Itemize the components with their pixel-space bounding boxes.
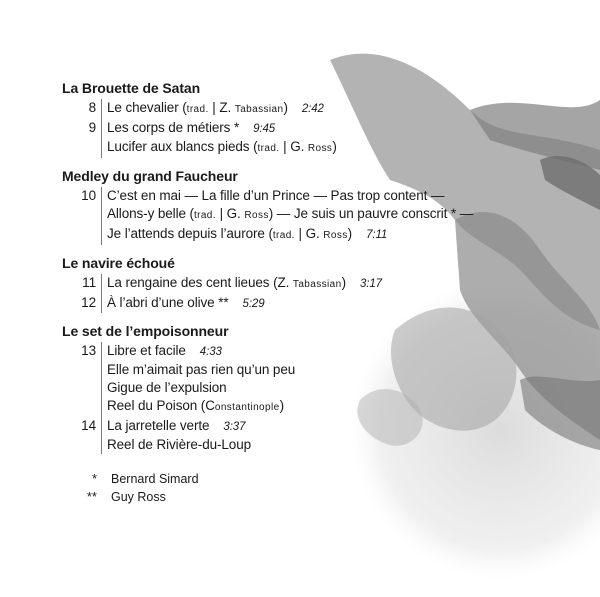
- track-duration: 3:37: [223, 421, 246, 433]
- close-paren: ): [347, 226, 353, 241]
- track-line: [107, 294, 265, 313]
- track-line: [107, 274, 382, 294]
- track-line: [107, 225, 473, 245]
- close-paren: ): [279, 398, 284, 413]
- track-body: [101, 294, 265, 313]
- credits-footnotes: [72, 470, 199, 506]
- track-10: [62, 187, 532, 245]
- track-9: [62, 119, 532, 158]
- track-line: [107, 99, 324, 119]
- track-text: La jarretelle verte: [107, 418, 210, 433]
- track-text: C’est en mai — La fille d’un Prince — Pas trop content —: [107, 188, 445, 203]
- separator-text: | Z.: [208, 100, 235, 115]
- track-text: À l’abri d’une olive **: [107, 295, 229, 310]
- section-brouette: [62, 79, 532, 158]
- track-line: [107, 436, 251, 454]
- track-body: [101, 342, 295, 417]
- track-number: 10: [81, 188, 96, 203]
- track-duration: 7:11: [366, 229, 388, 241]
- tradition-label: trad.: [272, 230, 295, 241]
- track-text: La rengaine des cent lieues (Z.: [107, 275, 293, 290]
- credit-name: Guy Ross: [111, 490, 166, 504]
- track-duration: 9:45: [253, 123, 276, 135]
- track-number: 12: [81, 295, 96, 310]
- track-text: Libre et facile: [107, 343, 186, 358]
- track-duration: 2:42: [301, 103, 324, 115]
- track-number: 11: [82, 275, 96, 290]
- section-title: Medley du grand Faucheur: [62, 168, 238, 184]
- track-line: [107, 187, 473, 205]
- track-line: [107, 205, 473, 225]
- track-text: Je l’attends depuis l’aurore (: [107, 226, 273, 241]
- credit-name: Bernard Simard: [111, 472, 199, 486]
- track-text: Reel de Rivière-du-Loup: [107, 437, 252, 452]
- track-line: [107, 379, 295, 397]
- track-body: [101, 99, 324, 119]
- credit-line: [72, 470, 199, 488]
- composer-name: Tabassian: [234, 104, 284, 115]
- tradition-label: trad.: [193, 210, 216, 221]
- section-title: Le navire échoué: [62, 255, 175, 271]
- composer-name: Ross: [244, 210, 269, 221]
- track-text: Elle m’aimait pas rien qu’un peu: [107, 362, 296, 377]
- separator-text: | G.: [279, 139, 308, 154]
- tracklist: [62, 79, 532, 463]
- composer-name: Ross: [323, 230, 348, 241]
- section-empoisonneur: [62, 322, 532, 454]
- track-duration: 5:29: [242, 298, 265, 310]
- composer-name: onstantinople: [214, 402, 280, 413]
- credit-line: [72, 488, 199, 506]
- track-8: [62, 99, 532, 119]
- track-11: [62, 274, 532, 294]
- track-line: [107, 361, 295, 379]
- track-body: [101, 417, 251, 454]
- track-text: Allons-y belle (: [107, 206, 194, 221]
- section-title: Le set de l’empoisonneur: [62, 323, 229, 339]
- close-paren: ): [332, 139, 337, 154]
- track-line: [107, 138, 337, 158]
- section-title: La Brouette de Satan: [62, 80, 201, 96]
- section-medley: [62, 167, 532, 245]
- section-navire: [62, 254, 532, 313]
- tradition-label: trad.: [257, 143, 280, 154]
- track-number: 8: [88, 100, 96, 115]
- track-14: [62, 417, 532, 454]
- track-text: Reel du Poison (C: [107, 398, 215, 413]
- track-duration: 3:17: [359, 278, 382, 290]
- track-body: [101, 119, 337, 158]
- track-body: [101, 187, 473, 245]
- close-paren: ): [341, 275, 346, 290]
- footnote-marker: **: [86, 489, 97, 504]
- track-line: [107, 342, 295, 361]
- tradition-label: trad.: [186, 104, 209, 115]
- track-number: 9: [88, 120, 96, 135]
- track-text: Gigue de l’expulsion: [107, 380, 227, 395]
- track-text-end: ) — Je suis un pauvre conscrit * —: [268, 206, 474, 221]
- separator-text: | G.: [215, 206, 245, 221]
- track-text: Les corps de métiers *: [107, 120, 240, 135]
- footnote-marker: *: [91, 471, 97, 486]
- close-paren: ): [283, 100, 288, 115]
- track-12: [62, 294, 532, 313]
- composer-name: Tabassian: [292, 279, 342, 290]
- track-body: [101, 274, 382, 294]
- track-number: 13: [81, 343, 96, 358]
- track-text: Le chevalier (: [107, 100, 187, 115]
- track-13: [62, 342, 532, 417]
- composer-name: Ross: [307, 143, 333, 154]
- track-text: Lucifer aux blancs pieds (: [107, 139, 258, 154]
- track-line: [107, 119, 337, 138]
- separator-text: | G.: [294, 226, 324, 241]
- track-duration: 4:33: [199, 346, 222, 358]
- track-number: 14: [81, 418, 96, 433]
- track-line: [107, 417, 251, 436]
- track-line: [107, 397, 295, 417]
